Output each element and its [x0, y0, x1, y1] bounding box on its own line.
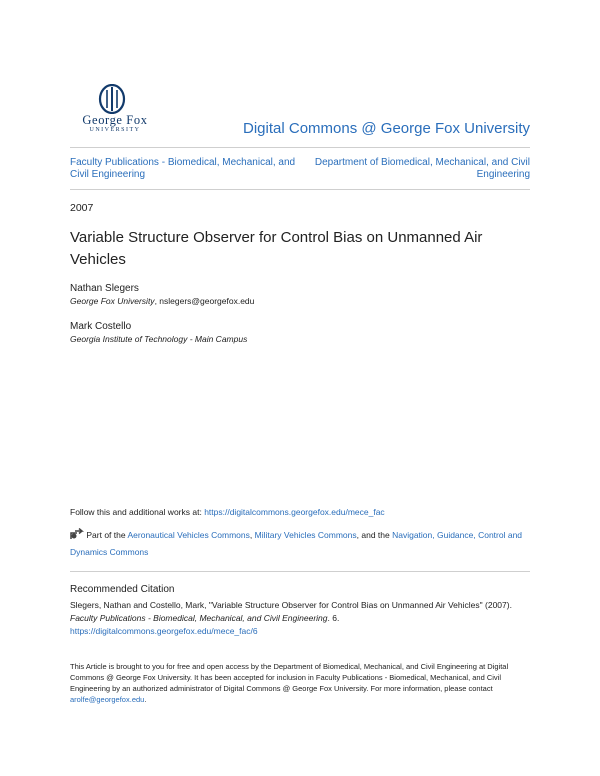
affiliation-text: Georgia Institute of Technology - Main Campus — [70, 334, 248, 344]
author-affiliation — [70, 334, 247, 344]
follow-prefix: Follow this and additional works at: — [70, 507, 205, 517]
divider — [70, 189, 530, 190]
citation-number: . 6. — [327, 613, 340, 623]
george-fox-logo-mark-icon — [98, 84, 126, 114]
divider — [70, 571, 530, 572]
footer-text: This Article is brought to you for free and open access by the Department of Biomedical, Mechanical, and Civil Engineering at Digital Commons @ George Fox University. It has been accepted for inclusion in Faculty Publications - Biomedical, Mechanical, and Civil Engineering by an authorized administrator of Digital Commons @ George Fox University. For more information, please contact — [70, 662, 509, 693]
department-link[interactable]: Department of Biomedical, Mechanical, and Civil Engineering — [314, 157, 530, 180]
citation-text — [70, 599, 530, 638]
citation-url-link[interactable]: https://digitalcommons.georgefox.edu/mece_fac/6 — [70, 626, 258, 636]
affiliation-text: George Fox University — [70, 296, 155, 306]
citation-series: Faculty Publications - Biomedical, Mechanical, and Civil Engineering — [70, 613, 328, 623]
follow-line — [70, 507, 385, 517]
author-affiliation — [70, 296, 254, 306]
navigation-guidance-control-commons-link[interactable]: Navigation, Guidance, Control and Dynamics Commons — [70, 530, 523, 557]
logo-subtitle: UNIVERSITY — [89, 127, 141, 133]
separator: , and the — [356, 530, 393, 540]
footer-end: . — [144, 695, 147, 704]
contact-email-link[interactable]: arolfe@georgefox.edu — [70, 695, 145, 704]
collection-link[interactable]: Faculty Publications - Biomedical, Mechanical, and Civil Engineering — [70, 157, 296, 180]
author-name: Nathan Slegers — [70, 283, 139, 294]
logo-name: George Fox — [82, 113, 148, 127]
publication-year: 2007 — [70, 202, 94, 214]
repository-title-link[interactable]: Digital Commons @ George Fox University — [243, 120, 530, 137]
footer-notice — [70, 661, 530, 705]
follow-url-link[interactable]: https://digitalcommons.georgefox.edu/mece_fac — [204, 507, 385, 517]
recommended-citation-heading: Recommended Citation — [70, 584, 175, 595]
separator: , — [249, 530, 255, 540]
author-name: Mark Costello — [70, 321, 132, 332]
article-title: Variable Structure Observer for Control Bias on Unmanned Air Vehicles — [70, 229, 483, 268]
citation-body: Slegers, Nathan and Costello, Mark, "Variable Structure Observer for Control Bias on Unmanned Air Vehicles" (2007). — [70, 600, 512, 610]
partof-prefix: Part of the — [86, 530, 128, 540]
share-icon — [70, 528, 84, 540]
author-email: , nslegers@georgefox.edu — [154, 296, 255, 306]
military-vehicles-commons-link[interactable]: Military Vehicles Commons — [254, 530, 357, 540]
divider — [70, 147, 530, 148]
aeronautical-vehicles-commons-link[interactable]: Aeronautical Vehicles Commons — [127, 530, 250, 540]
part-of-line — [70, 527, 530, 561]
